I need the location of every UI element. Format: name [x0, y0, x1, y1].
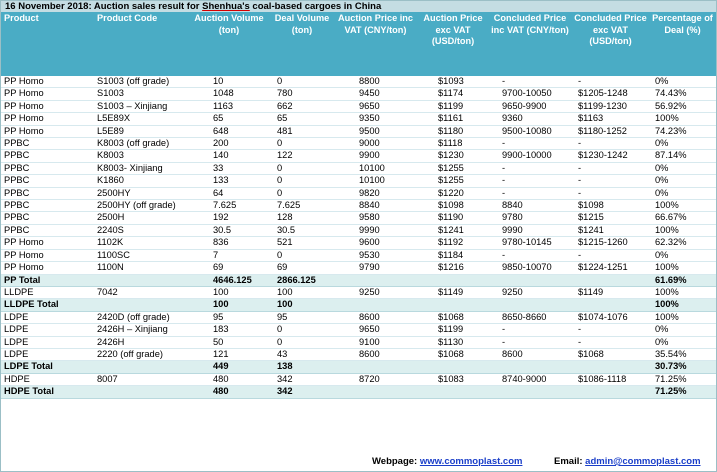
cell-auction-price-usd: [418, 361, 488, 373]
cell-product-code: K8003 (off grade): [75, 138, 187, 150]
cell-product-code: 1100N: [75, 262, 187, 274]
table-body: [1, 76, 716, 398]
cell-deal-volume: 0: [271, 324, 333, 336]
cell-concluded-price-usd: $1149: [572, 286, 649, 298]
cell-product-code: [75, 299, 187, 311]
cell-product-code: [75, 386, 187, 398]
cell-product: PP Total: [1, 274, 75, 286]
cell-deal-volume: 65: [271, 113, 333, 125]
cell-concluded-price-usd: -: [572, 162, 649, 174]
table-row: [1, 100, 716, 112]
header-auction-price-usd: Auction Price exc VAT (USD/ton): [423, 13, 483, 46]
cell-auction-price-cny: 9990: [333, 224, 418, 236]
cell-concluded-price-cny: [488, 274, 572, 286]
cell-auction-price-cny: 8720: [333, 373, 418, 385]
cell-deal-volume: 662: [271, 100, 333, 112]
cell-auction-price-usd: $1255: [418, 162, 488, 174]
cell-concluded-price-cny: 9500-10080: [488, 125, 572, 137]
cell-auction-volume: 200: [187, 138, 271, 150]
cell-concluded-price-cny: 9360: [488, 113, 572, 125]
cell-deal-percentage: 0%: [649, 336, 716, 348]
cell-product-code: 2420D (off grade): [75, 311, 187, 323]
title-prefix: 16 November 2018: Auction sales result for: [5, 1, 203, 12]
total-row: [1, 361, 716, 373]
cell-deal-percentage: 66.67%: [649, 212, 716, 224]
cell-auction-price-usd: $1184: [418, 249, 488, 261]
cell-auction-price-usd: $1149: [418, 286, 488, 298]
cell-concluded-price-usd: $1163: [572, 113, 649, 125]
cell-product: PP Homo: [1, 125, 75, 137]
cell-concluded-price-usd: $1180-1252: [572, 125, 649, 137]
cell-product-code: 2500HY: [75, 187, 187, 199]
cell-deal-volume: 0: [271, 76, 333, 88]
title-company: Shenhua's: [202, 1, 250, 12]
cell-product: PP Homo: [1, 237, 75, 249]
cell-product-code: [75, 274, 187, 286]
cell-product: PP Homo: [1, 262, 75, 274]
cell-product: PPBC: [1, 138, 75, 150]
cell-auction-price-cny: 9000: [333, 138, 418, 150]
cell-auction-price-cny: 9600: [333, 237, 418, 249]
cell-concluded-price-cny: 9900-10000: [488, 150, 572, 162]
cell-concluded-price-usd: $1241: [572, 224, 649, 236]
cell-deal-percentage: 100%: [649, 299, 716, 311]
cell-auction-price-usd: $1118: [418, 138, 488, 150]
table-row: [1, 138, 716, 150]
cell-concluded-price-usd: -: [572, 324, 649, 336]
cell-concluded-price-usd: -: [572, 187, 649, 199]
table-row: [1, 224, 716, 236]
cell-product: HDPE Total: [1, 386, 75, 398]
cell-product-code: 1102K: [75, 237, 187, 249]
cell-deal-percentage: 100%: [649, 113, 716, 125]
header-auction-volume: Auction Volume (ton): [194, 13, 264, 35]
cell-concluded-price-usd: [572, 386, 649, 398]
cell-concluded-price-usd: $1215: [572, 212, 649, 224]
cell-auction-volume: 4646.125: [187, 274, 271, 286]
cell-deal-volume: 0: [271, 162, 333, 174]
cell-deal-volume: 7.625: [271, 200, 333, 212]
cell-auction-price-usd: $1083: [418, 373, 488, 385]
cell-concluded-price-usd: $1068: [572, 348, 649, 360]
report-title: [1, 1, 716, 12]
cell-deal-volume: 0: [271, 249, 333, 261]
cell-auction-volume: 648: [187, 125, 271, 137]
cell-auction-price-cny: 9650: [333, 324, 418, 336]
cell-concluded-price-usd: $1086-1118: [572, 373, 649, 385]
cell-product: LDPE Total: [1, 361, 75, 373]
cell-concluded-price-cny: -: [488, 249, 572, 261]
table-row: [1, 212, 716, 224]
cell-auction-price-usd: $1255: [418, 175, 488, 187]
cell-deal-volume: 2866.125: [271, 274, 333, 286]
table-row: [1, 311, 716, 323]
cell-deal-percentage: 100%: [649, 200, 716, 212]
cell-product-code: L5E89X: [75, 113, 187, 125]
cell-concluded-price-usd: -: [572, 76, 649, 88]
cell-auction-volume: 183: [187, 324, 271, 336]
cell-auction-volume: 65: [187, 113, 271, 125]
cell-auction-volume: 33: [187, 162, 271, 174]
cell-deal-volume: 0: [271, 187, 333, 199]
cell-auction-price-usd: $1161: [418, 113, 488, 125]
title-suffix: coal-based cargoes in China: [249, 1, 382, 12]
cell-concluded-price-cny: -: [488, 324, 572, 336]
cell-deal-percentage: 0%: [649, 76, 716, 88]
cell-concluded-price-usd: $1205-1248: [572, 88, 649, 100]
cell-deal-volume: 95: [271, 311, 333, 323]
header-product-code: Product Code: [97, 13, 158, 23]
cell-auction-volume: 69: [187, 262, 271, 274]
cell-product: PPBC: [1, 187, 75, 199]
cell-auction-price-cny: 8800: [333, 76, 418, 88]
cell-deal-volume: 30.5: [271, 224, 333, 236]
table-row: [1, 348, 716, 360]
cell-auction-volume: 121: [187, 348, 271, 360]
header-deal-percentage: Percentage of Deal (%): [652, 13, 713, 35]
cell-concluded-price-cny: -: [488, 76, 572, 88]
total-row: [1, 274, 716, 286]
cell-concluded-price-cny: 8840: [488, 200, 572, 212]
cell-auction-price-cny: 9580: [333, 212, 418, 224]
cell-deal-percentage: 62.32%: [649, 237, 716, 249]
total-row: [1, 299, 716, 311]
cell-deal-volume: 342: [271, 373, 333, 385]
table-row: [1, 125, 716, 137]
email-link[interactable]: admin@commoplast.com: [585, 456, 701, 467]
header-concluded-price-cny: Concluded Price inc VAT (CNY/ton): [491, 13, 569, 35]
cell-product: PPBC: [1, 212, 75, 224]
cell-auction-volume: 192: [187, 212, 271, 224]
cell-auction-price-cny: [333, 361, 418, 373]
cell-product-code: 8007: [75, 373, 187, 385]
cell-product: LLDPE: [1, 286, 75, 298]
cell-product: LDPE: [1, 311, 75, 323]
cell-deal-percentage: 35.54%: [649, 348, 716, 360]
cell-auction-volume: 1048: [187, 88, 271, 100]
table-row: [1, 187, 716, 199]
cell-auction-price-usd: $1241: [418, 224, 488, 236]
cell-auction-volume: 480: [187, 386, 271, 398]
cell-deal-percentage: 30.73%: [649, 361, 716, 373]
cell-auction-price-cny: 9820: [333, 187, 418, 199]
cell-auction-volume: 95: [187, 311, 271, 323]
cell-deal-volume: 100: [271, 286, 333, 298]
cell-concluded-price-cny: 8650-8660: [488, 311, 572, 323]
cell-concluded-price-cny: [488, 299, 572, 311]
cell-product-code: 2500H: [75, 212, 187, 224]
table-row: [1, 200, 716, 212]
cell-auction-price-cny: 8600: [333, 311, 418, 323]
cell-product: LLDPE Total: [1, 299, 75, 311]
cell-concluded-price-cny: -: [488, 336, 572, 348]
cell-concluded-price-cny: -: [488, 162, 572, 174]
cell-concluded-price-usd: -: [572, 175, 649, 187]
table-row: [1, 336, 716, 348]
cell-auction-price-cny: 9790: [333, 262, 418, 274]
cell-deal-percentage: 100%: [649, 286, 716, 298]
cell-deal-percentage: 61.69%: [649, 274, 716, 286]
cell-auction-price-usd: $1130: [418, 336, 488, 348]
cell-deal-volume: 128: [271, 212, 333, 224]
cell-deal-percentage: 0%: [649, 175, 716, 187]
cell-product-code: K8003- Xinjiang: [75, 162, 187, 174]
cell-auction-price-usd: $1192: [418, 237, 488, 249]
cell-auction-volume: 480: [187, 373, 271, 385]
cell-deal-percentage: 56.92%: [649, 100, 716, 112]
cell-deal-percentage: 71.25%: [649, 386, 716, 398]
cell-product: LDPE: [1, 324, 75, 336]
cell-product: PPBC: [1, 175, 75, 187]
cell-auction-price-cny: [333, 386, 418, 398]
cell-deal-volume: 43: [271, 348, 333, 360]
webpage-link[interactable]: www.commoplast.com: [419, 456, 523, 467]
cell-auction-price-usd: $1199: [418, 324, 488, 336]
cell-product: PP Homo: [1, 100, 75, 112]
cell-concluded-price-cny: 9780: [488, 212, 572, 224]
cell-deal-percentage: 87.14%: [649, 150, 716, 162]
cell-deal-percentage: 0%: [649, 162, 716, 174]
page-footer: [1, 455, 716, 469]
cell-product: PP Homo: [1, 113, 75, 125]
cell-product: PP Homo: [1, 249, 75, 261]
cell-auction-volume: 836: [187, 237, 271, 249]
table-row: [1, 76, 716, 88]
cell-deal-percentage: 100%: [649, 311, 716, 323]
table-row: [1, 237, 716, 249]
cell-auction-price-cny: 10100: [333, 175, 418, 187]
table-row: [1, 113, 716, 125]
cell-product: PPBC: [1, 162, 75, 174]
cell-deal-percentage: 0%: [649, 249, 716, 261]
cell-concluded-price-cny: -: [488, 175, 572, 187]
table-header: [1, 12, 716, 76]
cell-product-code: S1003: [75, 88, 187, 100]
cell-product: PP Homo: [1, 76, 75, 88]
cell-auction-price-cny: 9530: [333, 249, 418, 261]
cell-auction-price-usd: $1199: [418, 100, 488, 112]
cell-concluded-price-cny: 9700-10050: [488, 88, 572, 100]
cell-product: LDPE: [1, 336, 75, 348]
cell-auction-price-cny: 10100: [333, 162, 418, 174]
cell-auction-volume: 7: [187, 249, 271, 261]
email-info: [554, 456, 701, 467]
cell-auction-volume: 140: [187, 150, 271, 162]
cell-auction-price-usd: $1098: [418, 200, 488, 212]
cell-product-code: 2426H: [75, 336, 187, 348]
cell-deal-volume: 100: [271, 299, 333, 311]
cell-deal-volume: 0: [271, 175, 333, 187]
table-row: [1, 249, 716, 261]
webpage-label: Webpage:: [372, 456, 420, 467]
cell-deal-volume: 780: [271, 88, 333, 100]
cell-auction-volume: 1163: [187, 100, 271, 112]
cell-concluded-price-usd: [572, 274, 649, 286]
cell-concluded-price-cny: 9780-10145: [488, 237, 572, 249]
cell-product-code: 2500HY (off grade): [75, 200, 187, 212]
cell-deal-percentage: 0%: [649, 138, 716, 150]
cell-concluded-price-cny: [488, 386, 572, 398]
cell-product-code: 2426H – Xinjiang: [75, 324, 187, 336]
results-table: [1, 76, 716, 399]
cell-product: HDPE: [1, 373, 75, 385]
cell-concluded-price-usd: [572, 299, 649, 311]
cell-auction-volume: 30.5: [187, 224, 271, 236]
cell-auction-price-cny: 8840: [333, 200, 418, 212]
cell-product-code: [75, 361, 187, 373]
cell-deal-percentage: 71.25%: [649, 373, 716, 385]
cell-concluded-price-usd: $1230-1242: [572, 150, 649, 162]
cell-deal-percentage: 100%: [649, 262, 716, 274]
header-deal-volume: Deal Volume (ton): [274, 13, 330, 35]
cell-deal-volume: 69: [271, 262, 333, 274]
cell-concluded-price-usd: $1074-1076: [572, 311, 649, 323]
cell-auction-volume: 100: [187, 299, 271, 311]
cell-product-code: K1860: [75, 175, 187, 187]
cell-product-code: 2220 (off grade): [75, 348, 187, 360]
cell-product-code: K8003: [75, 150, 187, 162]
cell-concluded-price-usd: $1199-1230: [572, 100, 649, 112]
cell-auction-price-usd: $1230: [418, 150, 488, 162]
cell-concluded-price-cny: 9850-10070: [488, 262, 572, 274]
webpage-info: [372, 456, 522, 467]
cell-concluded-price-usd: -: [572, 336, 649, 348]
cell-concluded-price-usd: $1098: [572, 200, 649, 212]
cell-auction-price-usd: $1093: [418, 76, 488, 88]
cell-concluded-price-usd: $1215-1260: [572, 237, 649, 249]
table-row: [1, 88, 716, 100]
cell-deal-volume: 0: [271, 336, 333, 348]
cell-concluded-price-cny: -: [488, 138, 572, 150]
cell-auction-price-cny: 9250: [333, 286, 418, 298]
cell-auction-price-usd: [418, 299, 488, 311]
cell-product-code: L5E89: [75, 125, 187, 137]
cell-product-code: S1003 (off grade): [75, 76, 187, 88]
cell-auction-volume: 133: [187, 175, 271, 187]
cell-auction-volume: 449: [187, 361, 271, 373]
cell-auction-price-cny: 9350: [333, 113, 418, 125]
table-row: [1, 162, 716, 174]
cell-deal-volume: 122: [271, 150, 333, 162]
cell-auction-volume: 100: [187, 286, 271, 298]
cell-auction-price-cny: 9900: [333, 150, 418, 162]
cell-auction-price-usd: $1068: [418, 311, 488, 323]
cell-concluded-price-usd: $1224-1251: [572, 262, 649, 274]
cell-auction-price-usd: $1216: [418, 262, 488, 274]
cell-product: PPBC: [1, 150, 75, 162]
cell-deal-percentage: 100%: [649, 224, 716, 236]
table-row: [1, 262, 716, 274]
cell-deal-percentage: 74.23%: [649, 125, 716, 137]
cell-auction-volume: 50: [187, 336, 271, 348]
cell-concluded-price-cny: 8600: [488, 348, 572, 360]
cell-auction-volume: 7.625: [187, 200, 271, 212]
cell-product: PP Homo: [1, 88, 75, 100]
cell-product-code: 2240S: [75, 224, 187, 236]
cell-auction-price-cny: 9100: [333, 336, 418, 348]
total-row: [1, 386, 716, 398]
cell-auction-price-usd: [418, 274, 488, 286]
cell-concluded-price-cny: 8740-9000: [488, 373, 572, 385]
cell-auction-price-usd: $1068: [418, 348, 488, 360]
cell-deal-percentage: 74.43%: [649, 88, 716, 100]
cell-auction-price-cny: 8600: [333, 348, 418, 360]
header-product: Product: [4, 13, 39, 23]
cell-deal-volume: 481: [271, 125, 333, 137]
cell-deal-percentage: 0%: [649, 324, 716, 336]
cell-auction-price-usd: $1174: [418, 88, 488, 100]
cell-auction-price-cny: [333, 274, 418, 286]
header-auction-price-cny: Auction Price inc VAT (CNY/ton): [337, 13, 414, 35]
cell-product: PPBC: [1, 224, 75, 236]
cell-deal-volume: 138: [271, 361, 333, 373]
cell-auction-price-cny: 9450: [333, 88, 418, 100]
cell-concluded-price-usd: -: [572, 138, 649, 150]
cell-auction-volume: 64: [187, 187, 271, 199]
cell-concluded-price-cny: 9990: [488, 224, 572, 236]
cell-concluded-price-usd: -: [572, 249, 649, 261]
cell-product-code: 7042: [75, 286, 187, 298]
cell-product-code: S1003 – Xinjiang: [75, 100, 187, 112]
cell-product: LDPE: [1, 348, 75, 360]
table-row: [1, 286, 716, 298]
cell-auction-price-usd: $1180: [418, 125, 488, 137]
table-row: [1, 324, 716, 336]
cell-product-code: 1100SC: [75, 249, 187, 261]
cell-deal-volume: 0: [271, 138, 333, 150]
cell-concluded-price-cny: 9250: [488, 286, 572, 298]
cell-concluded-price-cny: [488, 361, 572, 373]
cell-deal-percentage: 0%: [649, 187, 716, 199]
table-row: [1, 150, 716, 162]
cell-auction-price-usd: $1190: [418, 212, 488, 224]
header-concluded-price-usd: Concluded Price exc VAT (USD/ton): [574, 13, 647, 46]
table-row: [1, 175, 716, 187]
cell-product: PPBC: [1, 200, 75, 212]
cell-auction-price-usd: [418, 386, 488, 398]
cell-concluded-price-usd: [572, 361, 649, 373]
table-row: [1, 373, 716, 385]
email-label: Email:: [554, 456, 586, 467]
cell-auction-price-cny: [333, 299, 418, 311]
cell-concluded-price-cny: -: [488, 187, 572, 199]
cell-auction-price-usd: $1220: [418, 187, 488, 199]
cell-auction-volume: 10: [187, 76, 271, 88]
cell-deal-volume: 521: [271, 237, 333, 249]
cell-auction-price-cny: 9500: [333, 125, 418, 137]
cell-concluded-price-cny: 9650-9900: [488, 100, 572, 112]
cell-deal-volume: 342: [271, 386, 333, 398]
cell-auction-price-cny: 9650: [333, 100, 418, 112]
